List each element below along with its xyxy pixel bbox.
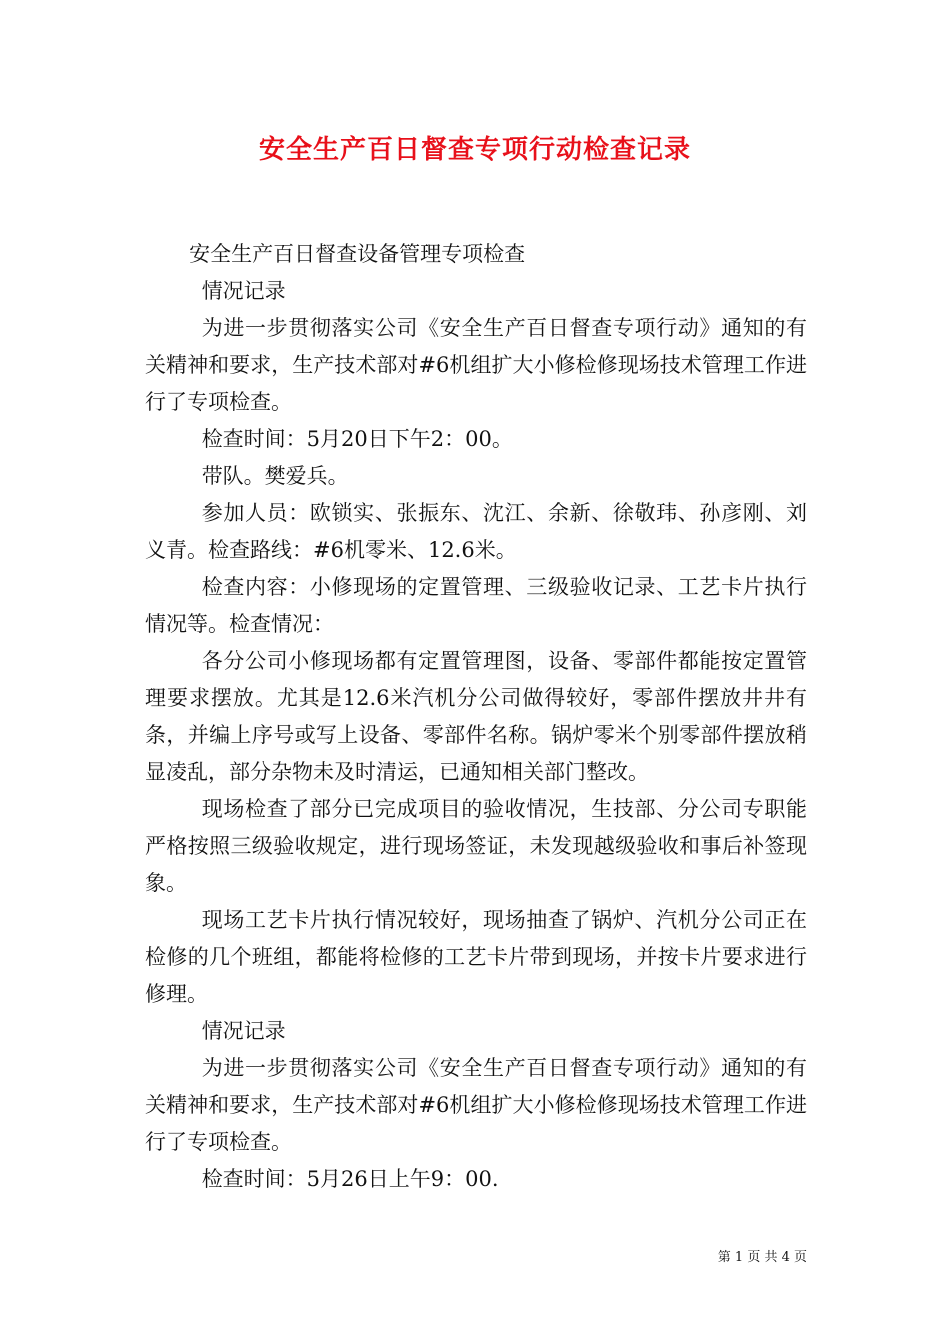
paragraph: 情况记录 — [201, 1019, 286, 1043]
document-title: 安全生产百日督查专项行动检查记录 — [258, 135, 691, 165]
paragraph: 各分公司小修现场都有定置管理图，设备、零部件都能按定置管理要求摆放。尤其是12.6米汽机分公司做得较好，零部件摆放井井有条，并编上序号或写上设备、零部件名称。锅炉零米个别零部件摆放稍显凌乱，部分杂物未及时清运，已通知相关部门整改。 — [145, 649, 807, 784]
paragraph: 检查时间：5月20日下午2：00。 — [201, 427, 513, 451]
paragraph: 参加人员：欧锁实、张振东、沈江、余新、徐敬玮、孙彦刚、刘义青。检查路线：#6机零米、12.6米。 — [145, 501, 807, 562]
paragraph: 为进一步贯彻落实公司《安全生产百日督查专项行动》通知的有关精神和要求，生产技术部对#6机组扩大小修检修现场技术管理工作进行了专项检查。 — [145, 316, 807, 414]
document-body — [145, 236, 807, 1198]
paragraph: 检查内容：小修现场的定置管理、三级验收记录、工艺卡片执行情况等。检查情况： — [145, 575, 807, 636]
paragraph: 为进一步贯彻落实公司《安全生产百日督查专项行动》通知的有关精神和要求，生产技术部对#6机组扩大小修检修现场技术管理工作进行了专项检查。 — [145, 1056, 807, 1154]
paragraph: 带队。樊爱兵。 — [201, 464, 349, 488]
paragraph: 现场工艺卡片执行情况较好，现场抽查了锅炉、汽机分公司正在检修的几个班组，都能将检修的工艺卡片带到现场，并按卡片要求进行修理。 — [145, 908, 807, 1006]
paragraph: 现场检查了部分已完成项目的验收情况，生技部、分公司专职能严格按照三级验收规定，进行现场签证，未发现越级验收和事后补签现象。 — [145, 797, 807, 895]
paragraph-subtitle: 安全生产百日督查设备管理专项检查 — [189, 242, 526, 266]
paragraph: 检查时间：5月26日上午9：00. — [201, 1167, 499, 1191]
page-number: 第 1 页 共 4 页 — [717, 1250, 807, 1265]
paragraph: 情况记录 — [201, 279, 286, 303]
